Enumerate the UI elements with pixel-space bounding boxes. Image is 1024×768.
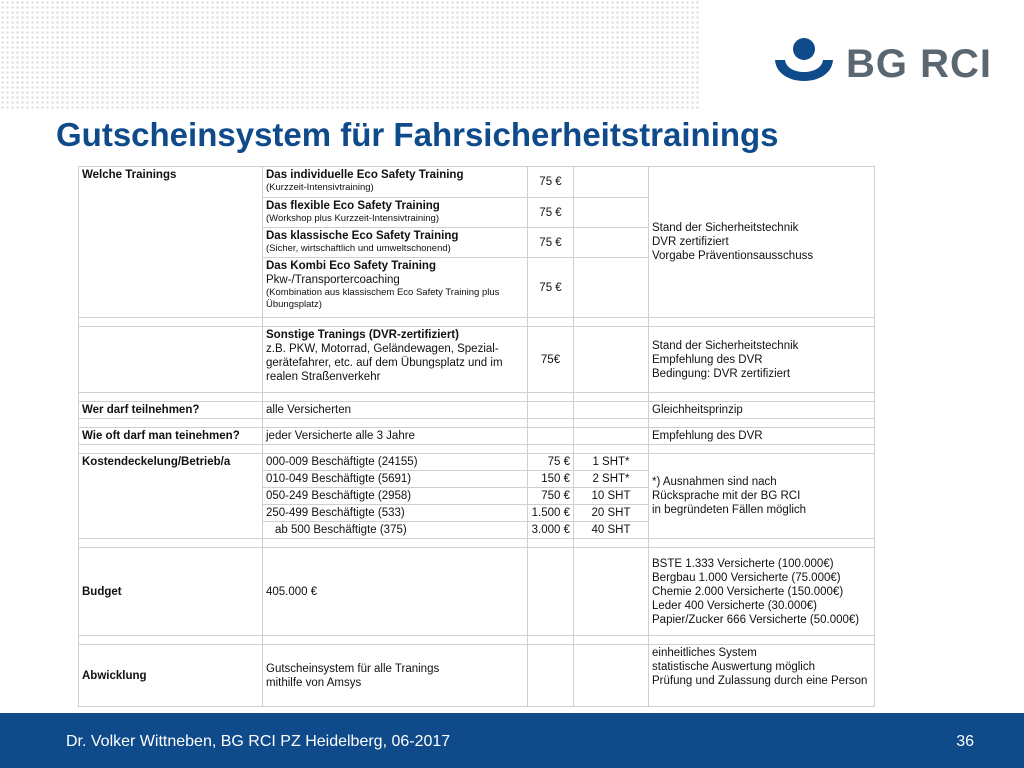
- kosten-group: 250-499 Beschäftigte (533): [263, 505, 528, 522]
- budget-value: 405.000 €: [263, 548, 528, 636]
- label-teilnehmen: Wer darf teilnehmen?: [79, 402, 263, 419]
- table-row: [79, 167, 875, 198]
- training-name: Das klassische Eco Safety Training: [266, 230, 459, 242]
- kosten-sht: 40 SHT: [574, 522, 649, 539]
- bg-rci-logo: [772, 36, 992, 96]
- bg-rci-logo-icon: [772, 36, 836, 98]
- kosten-amount: 1.500 €: [528, 505, 574, 522]
- kosten-amount: 750 €: [528, 488, 574, 505]
- sonstige-desc: z.B. PKW, Motorrad, Geländewagen, Spezial-gerätefahrer, etc. auf dem Übungsplatz und im realen Straßenverkehr: [266, 343, 503, 383]
- training-name: Das Kombi Eco Safety Training: [266, 260, 436, 272]
- footer-text: Dr. Volker Wittneben, BG RCI PZ Heidelberg, 06-2017: [66, 733, 451, 750]
- kosten-sht: 1 SHT*: [574, 454, 649, 471]
- label-wie-oft: Wie oft darf man teinehmen?: [79, 428, 263, 445]
- page-title: Gutscheinsystem für Fahrsicherheitstrainings: [56, 116, 779, 153]
- training-sub: (Kombination aus klassischem Eco Safety Training plus Übungsplatz): [266, 287, 500, 310]
- training-price: 75 €: [528, 258, 574, 318]
- kosten-amount: 3.000 €: [528, 522, 574, 539]
- table-row: [79, 402, 875, 419]
- training-price: 75 €: [528, 228, 574, 258]
- trainings-note: Stand der Sicherheitstechnik DVR zertifiziert Vorgabe Präventionsausschuss: [649, 167, 875, 318]
- label-kostendeckelung: Kostendeckelung/Betrieb/a: [79, 454, 263, 539]
- table-row: [79, 548, 875, 636]
- table-row: [79, 428, 875, 445]
- kosten-amount: 75 €: [528, 454, 574, 471]
- trainings-table: [78, 166, 874, 702]
- oft-note: Empfehlung des DVR: [649, 428, 875, 445]
- page-number: 36: [956, 733, 974, 750]
- sonstige-cell: [263, 327, 528, 393]
- sonstige-name: Sonstige Tranings (DVR-zertifiziert): [266, 329, 459, 341]
- label-abwicklung: Abwicklung: [79, 645, 263, 707]
- teilnehmen-note: Gleichheitsprinzip: [649, 402, 875, 419]
- training-name: Das individuelle Eco Safety Training: [266, 169, 464, 181]
- kosten-sht: 2 SHT*: [574, 471, 649, 488]
- sonstige-note: Stand der Sicherheitstechnik Empfehlung des DVR Bedingung: DVR zertifiziert: [649, 327, 875, 393]
- kosten-sht: 10 SHT: [574, 488, 649, 505]
- budget-note: BSTE 1.333 Versicherte (100.000€) Bergbau 1.000 Versicherte (75.000€) Chemie 2.000 Versicherte (150.000€) Leder 400 Versicherte (30.000€) Papier/Zucker 666 Versicherte (50.000€): [649, 548, 875, 636]
- spacer-row: [79, 636, 875, 645]
- oft-value: jeder Versicherte alle 3 Jahre: [263, 428, 528, 445]
- training-sub: (Kurzzeit-Intensivtraining): [266, 182, 374, 193]
- training-name: Das flexible Eco Safety Training: [266, 200, 440, 212]
- training-cell: [263, 258, 528, 318]
- spacer-row: [79, 393, 875, 402]
- training-sub: (Workshop plus Kurzzeit-Intensivtraining): [266, 213, 440, 224]
- label-welche-trainings: Welche Trainings: [79, 167, 263, 318]
- kosten-note: *) Ausnahmen sind nach Rücksprache mit der BG RCI in begründeten Fällen möglich: [649, 454, 875, 539]
- abwicklung-note: einheitliches System statistische Auswertung möglich Prüfung und Zulassung durch eine Person: [649, 645, 875, 707]
- kosten-group: 010-049 Beschäftigte (5691): [263, 471, 528, 488]
- sonstige-price: 75€: [528, 327, 574, 393]
- spacer-row: [79, 318, 875, 327]
- table-row: [79, 454, 875, 471]
- training-sub: (Sicher, wirtschaftlich und umweltschonend): [266, 243, 451, 254]
- dot-pattern-background: [0, 0, 700, 110]
- training-line2: Pkw-/Transportercoaching: [266, 274, 400, 286]
- label-budget: Budget: [79, 548, 263, 636]
- kosten-group: ab 500 Beschäftigte (375): [263, 522, 528, 539]
- kosten-group: 050-249 Beschäftigte (2958): [263, 488, 528, 505]
- training-price: 75 €: [528, 167, 574, 198]
- training-cell: [263, 198, 528, 228]
- table-row: [79, 327, 875, 393]
- footer-bar: [0, 713, 1024, 768]
- table-row: [79, 645, 875, 707]
- training-cell: [263, 228, 528, 258]
- kosten-sht: 20 SHT: [574, 505, 649, 522]
- spacer-row: [79, 539, 875, 548]
- kosten-group: 000-009 Beschäftigte (24155): [263, 454, 528, 471]
- teilnehmen-value: alle Versicherten: [263, 402, 528, 419]
- kosten-amount: 150 €: [528, 471, 574, 488]
- spacer-row: [79, 419, 875, 428]
- training-cell: [263, 167, 528, 198]
- bg-rci-logo-text: BG RCI: [846, 42, 992, 86]
- training-price: 75 €: [528, 198, 574, 228]
- spacer-row: [79, 445, 875, 454]
- abwicklung-value: Gutscheinsystem für alle Tranings mithilfe von Amsys: [263, 645, 528, 707]
